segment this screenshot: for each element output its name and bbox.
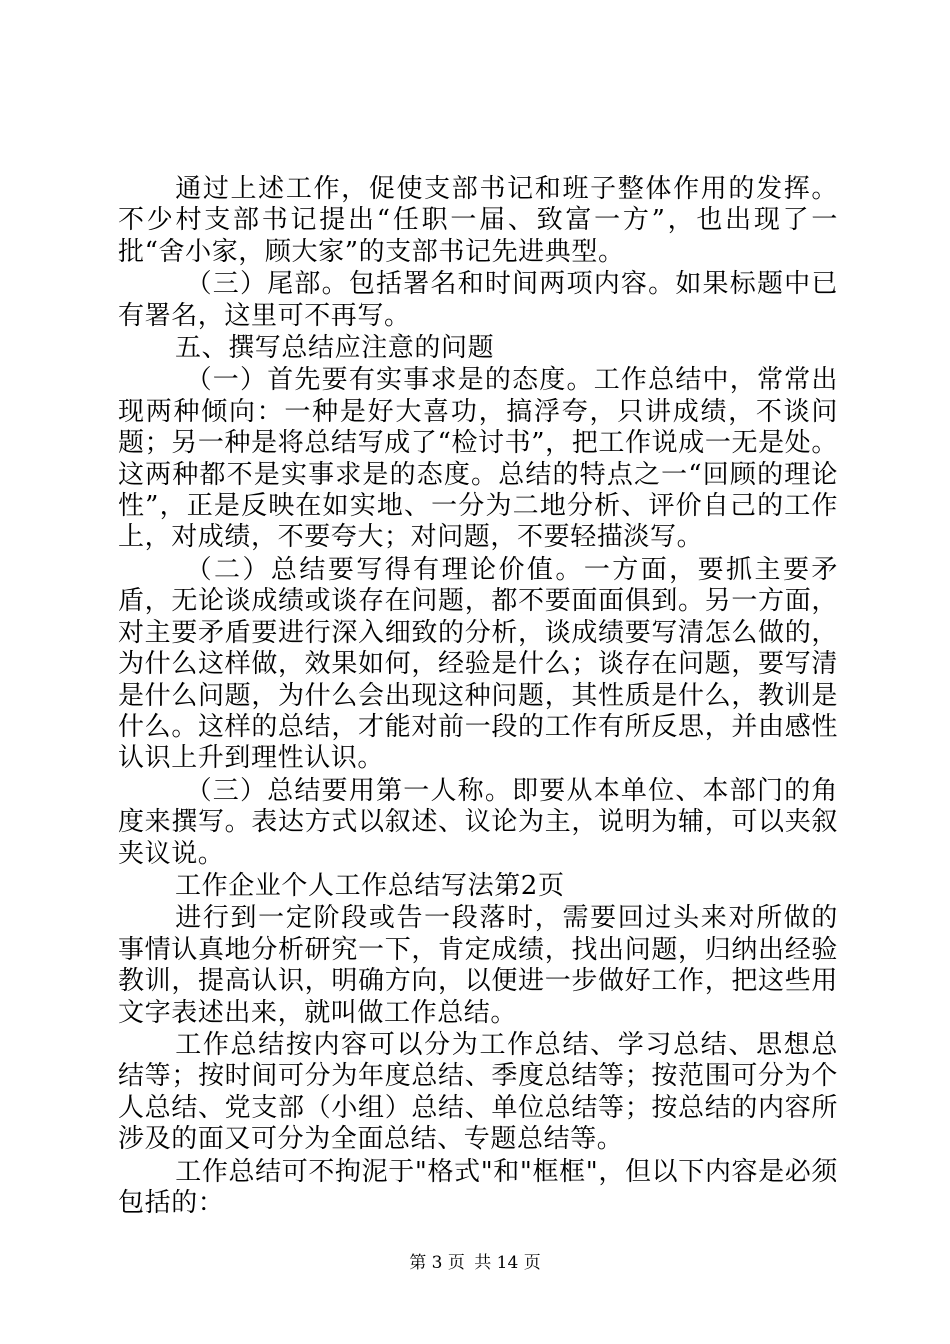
paragraph-4: （一）首先要有实事求是的态度。工作总结中，常常出现两种倾向：一种是好大喜功，搞浮夸，只讲成绩，不谈问题；另一种是将总结写成了“检讨书”，把工作说成一无是处。这两种都不是实事求是的态度。总结的特点之一“回顾的理论性”，正是反映在如实地、一分为二地分析、评价自己的工作上，对成绩，不要夸大；对问题，不要轻描淡写。 (118, 365, 838, 553)
paragraph-2: （三）尾部。包括署名和时间两项内容。如果标题中已有署名，这里可不再写。 (118, 269, 838, 331)
paragraph-6: （三）总结要用第一人称。即要从本单位、本部门的角度来撰写。表达方式以叙述、议论为主，说明为辅，可以夹叙夹议说。 (118, 775, 838, 869)
document-body (118, 174, 838, 1220)
section-heading-page2: 工作企业个人工作总结写法第2页 (175, 870, 565, 901)
paragraph-9: 工作总结按内容可以分为工作总结、学习总结、思想总结等；按时间可分为年度总结、季度总结等；按范围可分为个人总结、党支部（小组）总结、单位总结等；按总结的内容所涉及的面又可分为全面总结、专题总结等。 (118, 1029, 838, 1155)
paragraph-10: 工作总结可不拘泥于"格式"和"框框"，但以下内容是必须包括的： (118, 1156, 838, 1218)
paragraph-8: 进行到一定阶段或告一段落时，需要回过头来对所做的事情认真地分析研究一下，肯定成绩，找出问题，归纳出经验教训，提高认识，明确方向，以便进一步做好工作，把这些用文字表述出来，就叫做工作总结。 (118, 903, 838, 1028)
paragraph-1: 通过上述工作，促使支部书记和班子整体作用的发挥。不少村支部书记提出“任职一届、致富一方”，也出现了一批“舍小家，顾大家”的支部书记先进典型。 (118, 174, 838, 267)
section-heading-5: 五、撰写总结应注意的问题 (175, 333, 495, 364)
page-total: 共 14 页 (474, 1253, 541, 1273)
page-number: 第 3 页 (409, 1253, 465, 1273)
page-footer (0, 1248, 950, 1273)
paragraph-5: （二）总结要写得有理论价值。一方面，要抓主要矛盾，无论谈成绩或谈存在问题，都不要面面俱到。另一方面，对主要矛盾要进行深入细致的分析，谈成绩要写清怎么做的，为什么这样做，效果如何，经验是什么；谈存在问题，要写清是什么问题，为什么会出现这种问题，其性质是什么，教训是什么。这样的总结，才能对前一段的工作有所反思，并由感性认识上升到理性认识。 (118, 554, 838, 774)
